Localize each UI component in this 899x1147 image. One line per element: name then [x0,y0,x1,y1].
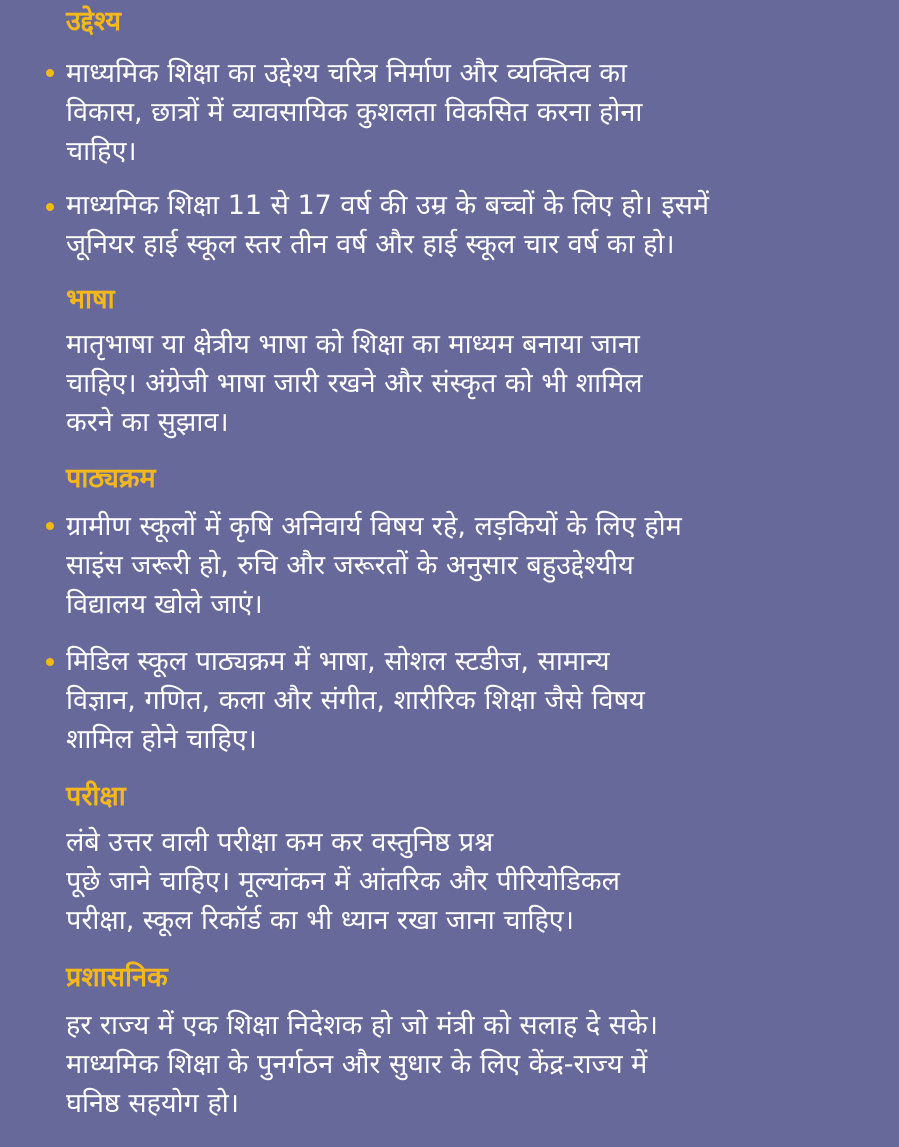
text-line: घनिष्ठ सहयोग हो। [66,1088,240,1119]
section-heading-objective: उद्देश्य [66,6,121,37]
section-heading-curriculum: पाठ्यक्रम [66,463,156,494]
text-line: मिडिल स्कूल पाठ्यक्रम में भाषा, सोशल स्टडीज, सामान्य [66,646,610,677]
text-line: साइंस जरूरी हो, रुचि और जरूरतों के अनुसार बहुउद्देश्यीय [66,550,634,581]
section-heading-language: भाषा [66,284,115,315]
text-line: करने का सुझाव। [66,407,229,438]
text-line: परीक्षा, स्कूल रिकॉर्ड का भी ध्यान रखा जाना चाहिए। [66,905,574,936]
text-line: लंबे उत्तर वाली परीक्षा कम कर वस्तुनिष्ठ प्रश्न [66,827,494,858]
bullet-icon [46,522,54,530]
administrative-paragraph [66,1006,886,1123]
text-line: माध्यमिक शिक्षा का उद्देश्य चरित्र निर्माण और व्यक्तित्व का [66,58,627,89]
language-paragraph [66,325,886,442]
section-heading-examination: परीक्षा [66,781,126,812]
text-line: ग्रामीण स्कूलों में कृषि अनिवार्य विषय रहे, लड़कियों के लिए होम [66,511,682,542]
bullet-icon [46,69,54,77]
text-line: माध्यमिक शिक्षा के पुनर्गठन और सुधार के लिए केंद्र-राज्य में [66,1049,648,1080]
objective-point-2 [66,186,886,264]
bullet-icon [46,203,54,211]
bullet-icon [46,658,54,666]
text-line: पूछे जाने चाहिए। मूल्यांकन में आंतरिक और पीरियोडिकल [66,866,620,897]
text-line: चाहिए। [66,136,137,167]
curriculum-point-2 [66,642,886,759]
text-line: विज्ञान, गणित, कला और संगीत, शारीरिक शिक्षा जैसे विषय [66,685,645,716]
text-line: माध्यमिक शिक्षा 11 से 17 वर्ष की उम्र के बच्चों के लिए हो। इसमें [66,190,710,221]
section-heading-administrative: प्रशासनिक [66,962,168,993]
curriculum-point-1 [66,507,886,624]
examination-paragraph [66,823,886,940]
text-line: चाहिए। अंग्रेजी भाषा जारी रखने और संस्कृत को भी शामिल [66,368,643,399]
text-line: जूनियर हाई स्कूल स्तर तीन वर्ष और हाई स्कूल चार वर्ष का हो। [66,229,675,260]
text-line: विकास, छात्रों में व्यावसायिक कुशलता विकसित करना होना [66,97,643,128]
text-line: हर राज्य में एक शिक्षा निदेशक हो जो मंत्री को सलाह दे सके। [66,1010,659,1041]
text-line: शामिल होने चाहिए। [66,724,257,755]
objective-point-1 [66,54,886,171]
text-line: मातृभाषा या क्षेत्रीय भाषा को शिक्षा का माध्यम बनाया जाना [66,329,640,360]
text-line: विद्यालय खोले जाएं। [66,589,263,620]
